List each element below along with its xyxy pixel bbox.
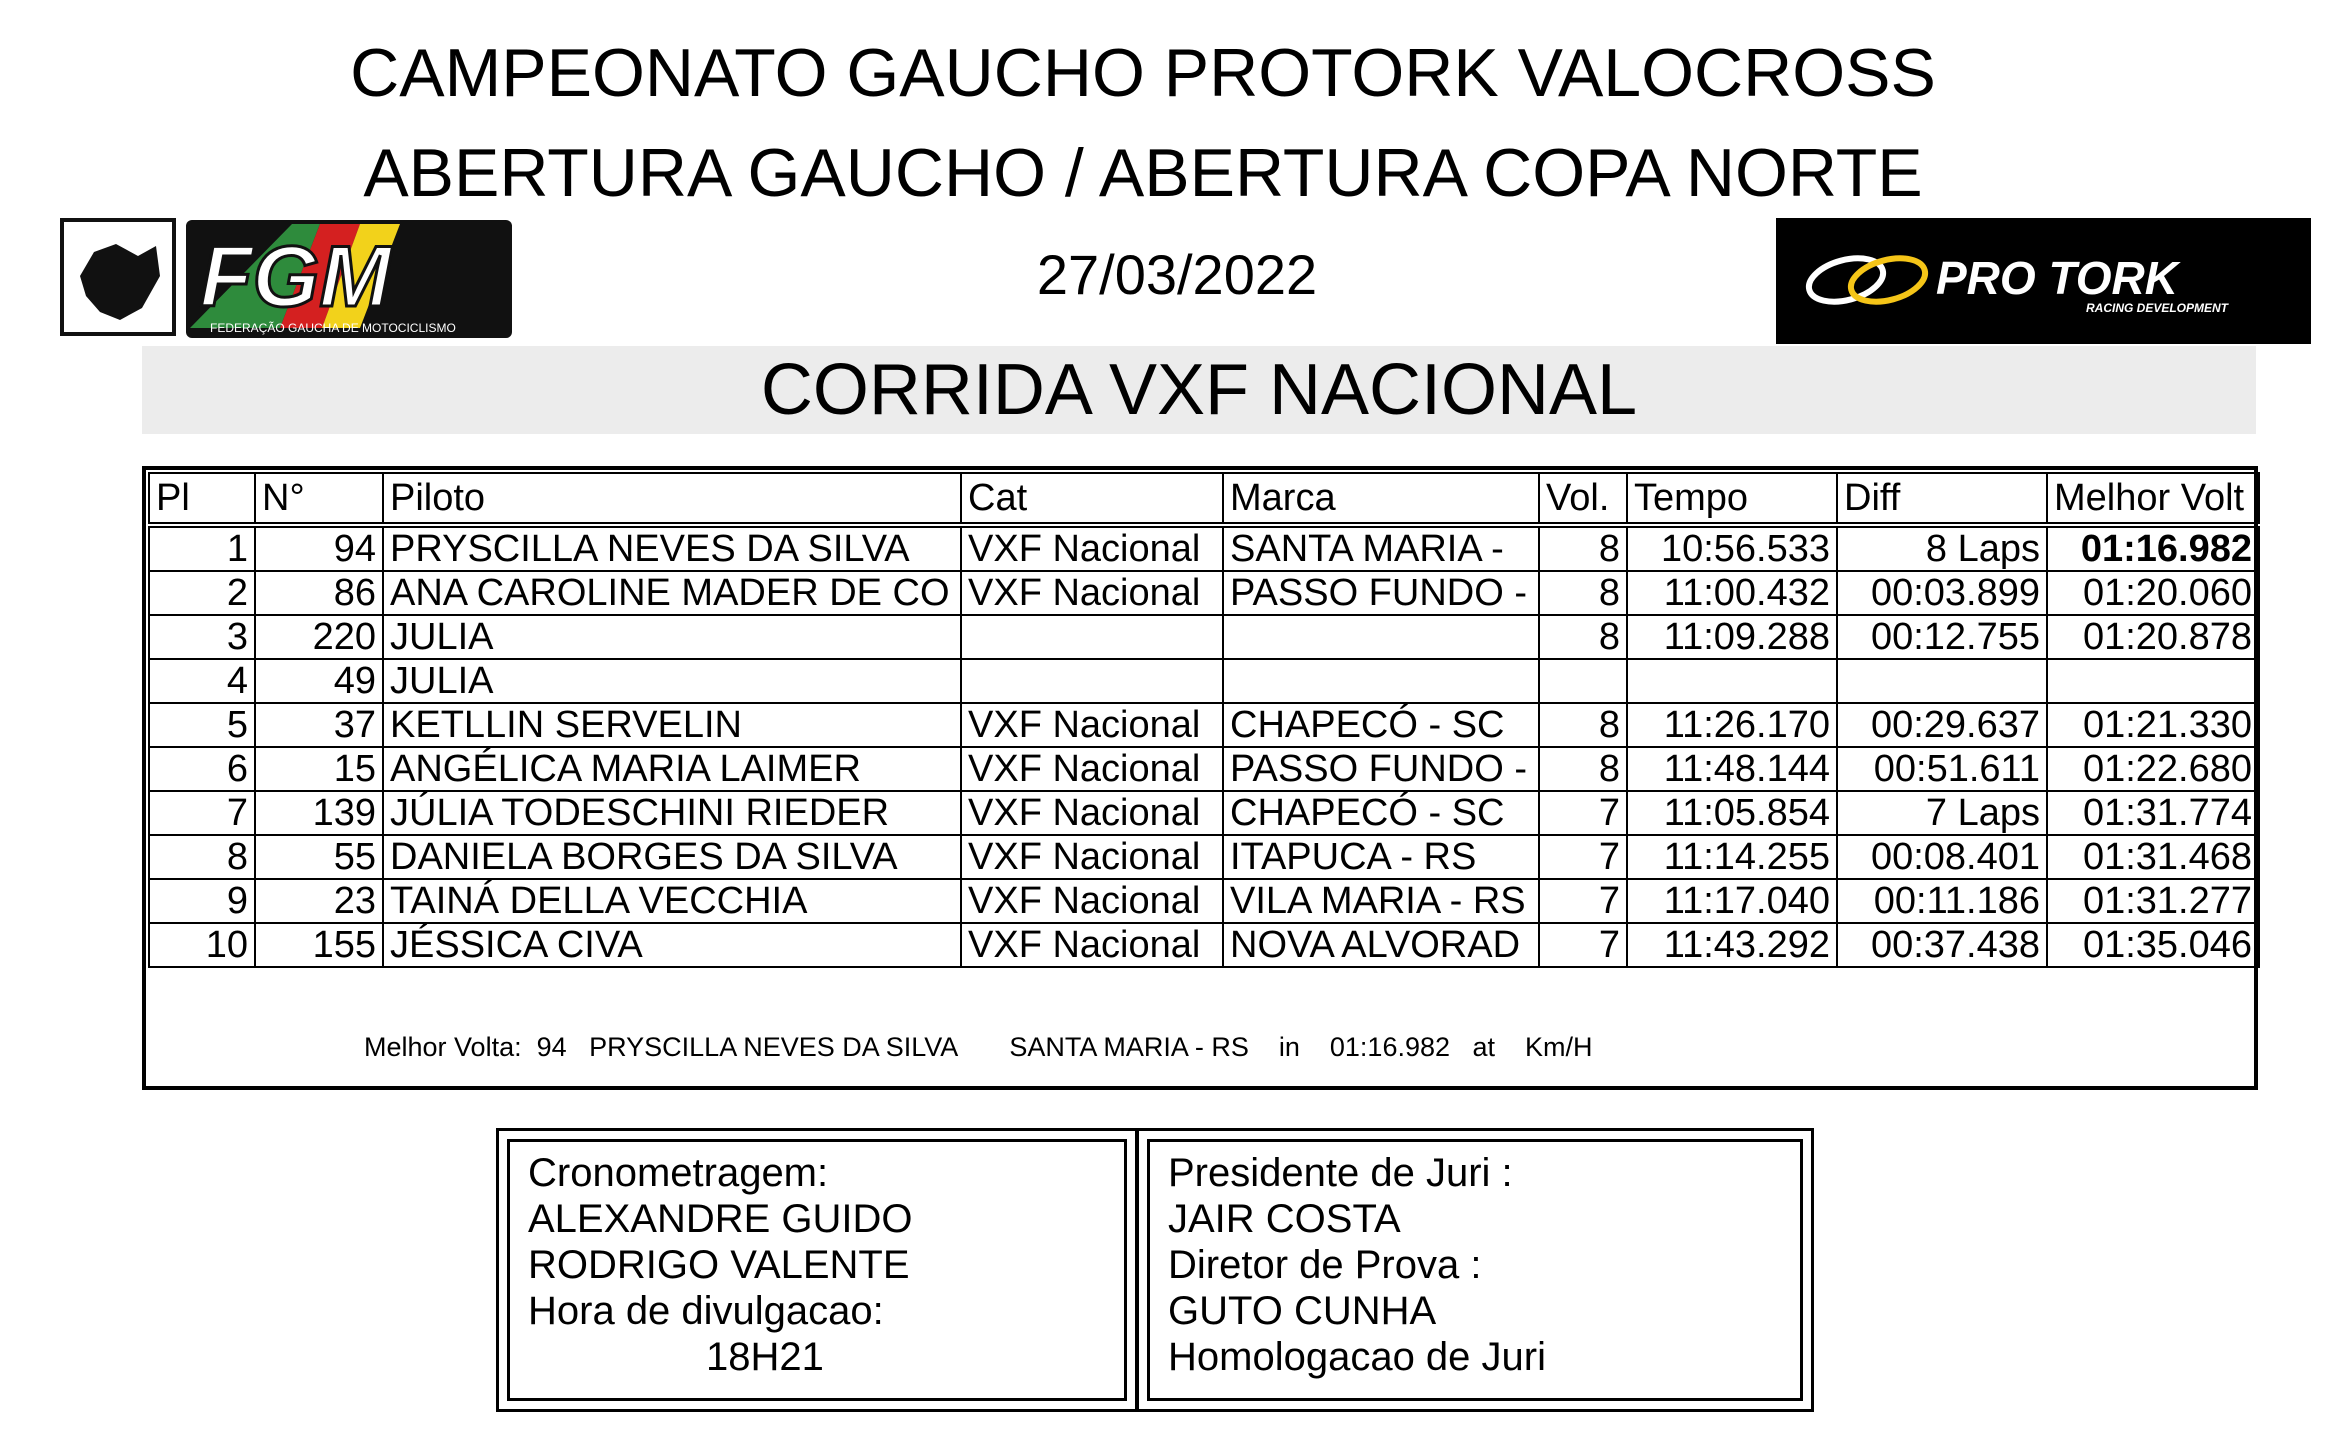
- cell-cat: [961, 615, 1223, 659]
- cell-piloto: JÚLIA TODESCHINI RIEDER: [383, 791, 961, 835]
- race-director-label: Diretor de Prova :: [1168, 1243, 1482, 1287]
- col-header-cat: Cat: [961, 473, 1223, 523]
- cell-diff: 00:11.186: [1837, 879, 2047, 923]
- cell-number: 86: [255, 571, 383, 615]
- cell-piloto: JÉSSICA CIVA: [383, 923, 961, 967]
- cell-pl: 7: [149, 791, 255, 835]
- best-lap-summary: Melhor Volta: 94 PRYSCILLA NEVES DA SILVA SANTA MARIA - RS in 01:16.982 at Km/H: [364, 1032, 1593, 1062]
- cell-pl: 6: [149, 747, 255, 791]
- col-header-piloto: Piloto: [383, 473, 961, 523]
- svg-text:FEDERAÇÃO GAUCHA DE MOTOCICLIS: FEDERAÇÃO GAUCHA DE MOTOCICLISMO: [210, 321, 456, 335]
- championship-title: CAMPEONATO GAUCHO PROTORK VALOCROSS: [350, 35, 1936, 111]
- cell-pl: 2: [149, 571, 255, 615]
- cell-marca: ITAPUCA - RS: [1223, 835, 1539, 879]
- cell-pl: 4: [149, 659, 255, 703]
- cell-vol: 7: [1539, 923, 1627, 967]
- cell-melhor-volta: 01:20.878: [2047, 615, 2259, 659]
- cell-diff: 7 Laps: [1837, 791, 2047, 835]
- fgm-logo: [60, 216, 515, 341]
- cell-diff: 00:37.438: [1837, 923, 2047, 967]
- cell-vol: 8: [1539, 703, 1627, 747]
- cell-tempo: 11:26.170: [1627, 703, 1837, 747]
- cell-vol: 8: [1539, 527, 1627, 571]
- cell-vol: 8: [1539, 747, 1627, 791]
- svg-text:RACING DEVELOPMENT: RACING DEVELOPMENT: [2086, 301, 2229, 315]
- cell-vol: [1539, 659, 1627, 703]
- cell-tempo: 11:14.255: [1627, 835, 1837, 879]
- cell-cat: [961, 659, 1223, 703]
- table-row: [149, 527, 2259, 571]
- race-director-name: GUTO CUNHA: [1168, 1289, 1437, 1333]
- cell-marca: CHAPECÓ - SC: [1223, 703, 1539, 747]
- cell-piloto: JULIA: [383, 615, 961, 659]
- col-header-vol: Vol.: [1539, 473, 1627, 523]
- cell-number: 49: [255, 659, 383, 703]
- cell-number: 55: [255, 835, 383, 879]
- cell-pl: 9: [149, 879, 255, 923]
- svg-text:PRO TORK: PRO TORK: [1936, 252, 2178, 304]
- cell-marca: CHAPECÓ - SC: [1223, 791, 1539, 835]
- table-row: [149, 835, 2259, 879]
- col-header-pl: Pl: [149, 473, 255, 523]
- cell-cat: VXF Nacional: [961, 879, 1223, 923]
- cell-diff: 00:29.637: [1837, 703, 2047, 747]
- cell-pl: 5: [149, 703, 255, 747]
- cell-tempo: 11:43.292: [1627, 923, 1837, 967]
- cell-cat: VXF Nacional: [961, 791, 1223, 835]
- cell-piloto: TAINÁ DELLA VECCHIA: [383, 879, 961, 923]
- cell-pl: 3: [149, 615, 255, 659]
- cell-vol: 7: [1539, 835, 1627, 879]
- event-subtitle: ABERTURA GAUCHO / ABERTURA COPA NORTE: [363, 135, 1923, 211]
- cell-diff: 8 Laps: [1837, 527, 2047, 571]
- cell-number: 37: [255, 703, 383, 747]
- cell-tempo: 11:48.144: [1627, 747, 1837, 791]
- cell-melhor-volta: 01:22.680: [2047, 747, 2259, 791]
- cell-number: 23: [255, 879, 383, 923]
- cell-melhor-volta: 01:35.046: [2047, 923, 2259, 967]
- cell-tempo: [1627, 659, 1837, 703]
- cell-vol: 8: [1539, 571, 1627, 615]
- col-header-melhor-volta: Melhor Volt: [2047, 473, 2259, 523]
- cell-melhor-volta: [2047, 659, 2259, 703]
- cell-vol: 7: [1539, 879, 1627, 923]
- cell-tempo: 11:00.432: [1627, 571, 1837, 615]
- table-row: [149, 791, 2259, 835]
- cell-marca: VILA MARIA - RS: [1223, 879, 1539, 923]
- table-row: [149, 571, 2259, 615]
- cell-cat: VXF Nacional: [961, 527, 1223, 571]
- cell-number: 15: [255, 747, 383, 791]
- timekeeper-name: RODRIGO VALENTE: [528, 1243, 910, 1287]
- cell-melhor-volta: 01:31.468: [2047, 835, 2259, 879]
- col-header-number: N°: [255, 473, 383, 523]
- jury-box: [1136, 1128, 1814, 1412]
- cell-cat: VXF Nacional: [961, 703, 1223, 747]
- cell-pl: 8: [149, 835, 255, 879]
- event-date: 27/03/2022: [1036, 243, 1318, 306]
- cell-marca: PASSO FUNDO -: [1223, 747, 1539, 791]
- cell-piloto: KETLLIN SERVELIN: [383, 703, 961, 747]
- cell-marca: [1223, 659, 1539, 703]
- cell-diff: 00:51.611: [1837, 747, 2047, 791]
- col-header-tempo: Tempo: [1627, 473, 1837, 523]
- cell-piloto: ANGÉLICA MARIA LAIMER: [383, 747, 961, 791]
- cell-melhor-volta: 01:20.060: [2047, 571, 2259, 615]
- cell-tempo: 11:05.854: [1627, 791, 1837, 835]
- cell-piloto: DANIELA BORGES DA SILVA: [383, 835, 961, 879]
- jury-approval-label: Homologacao de Juri: [1168, 1335, 1546, 1379]
- timing-label: Cronometragem:: [528, 1151, 829, 1195]
- cell-number: 155: [255, 923, 383, 967]
- cell-vol: 7: [1539, 791, 1627, 835]
- cell-cat: VXF Nacional: [961, 835, 1223, 879]
- race-title: CORRIDA VXF NACIONAL: [760, 350, 1638, 430]
- timing-box: [496, 1128, 1138, 1412]
- cell-melhor-volta: 01:31.277: [2047, 879, 2259, 923]
- cell-marca: NOVA ALVORAD: [1223, 923, 1539, 967]
- cell-diff: 00:08.401: [1837, 835, 2047, 879]
- table-row: [149, 923, 2259, 967]
- cell-marca: PASSO FUNDO -: [1223, 571, 1539, 615]
- jury-president-label: Presidente de Juri :: [1168, 1151, 1513, 1195]
- cell-melhor-volta: 01:21.330: [2047, 703, 2259, 747]
- cell-number: 94: [255, 527, 383, 571]
- cell-piloto: JULIA: [383, 659, 961, 703]
- cell-cat: VXF Nacional: [961, 571, 1223, 615]
- publish-time-label: Hora de divulgacao:: [528, 1289, 884, 1333]
- table-row: [149, 703, 2259, 747]
- table-row: [149, 747, 2259, 791]
- cell-number: 139: [255, 791, 383, 835]
- cell-marca: [1223, 615, 1539, 659]
- timekeeper-name: ALEXANDRE GUIDO: [528, 1197, 913, 1241]
- cell-marca: SANTA MARIA -: [1223, 527, 1539, 571]
- cell-tempo: 11:09.288: [1627, 615, 1837, 659]
- cell-number: 220: [255, 615, 383, 659]
- table-row: [149, 615, 2259, 659]
- cell-diff: 00:03.899: [1837, 571, 2047, 615]
- cell-pl: 1: [149, 527, 255, 571]
- results-table: [148, 526, 2260, 968]
- cell-melhor-volta: 01:31.774: [2047, 791, 2259, 835]
- cell-piloto: PRYSCILLA NEVES DA SILVA: [383, 527, 961, 571]
- svg-text:FGM: FGM: [200, 229, 392, 325]
- cell-melhor-volta: 01:16.982: [2047, 527, 2259, 571]
- table-row: [149, 659, 2259, 703]
- cell-piloto: ANA CAROLINE MADER DE CO: [383, 571, 961, 615]
- results-header: [148, 472, 2260, 524]
- cell-tempo: 11:17.040: [1627, 879, 1837, 923]
- jury-president-name: JAIR COSTA: [1168, 1197, 1401, 1241]
- cell-diff: [1837, 659, 2047, 703]
- cell-pl: 10: [149, 923, 255, 967]
- cell-cat: VXF Nacional: [961, 747, 1223, 791]
- table-row: [149, 879, 2259, 923]
- cell-cat: VXF Nacional: [961, 923, 1223, 967]
- publish-time: 18H21: [706, 1335, 824, 1379]
- protork-logo: [1776, 218, 2311, 344]
- cell-tempo: 10:56.533: [1627, 527, 1837, 571]
- cell-vol: 8: [1539, 615, 1627, 659]
- col-header-marca: Marca: [1223, 473, 1539, 523]
- cell-diff: 00:12.755: [1837, 615, 2047, 659]
- col-header-diff: Diff: [1837, 473, 2047, 523]
